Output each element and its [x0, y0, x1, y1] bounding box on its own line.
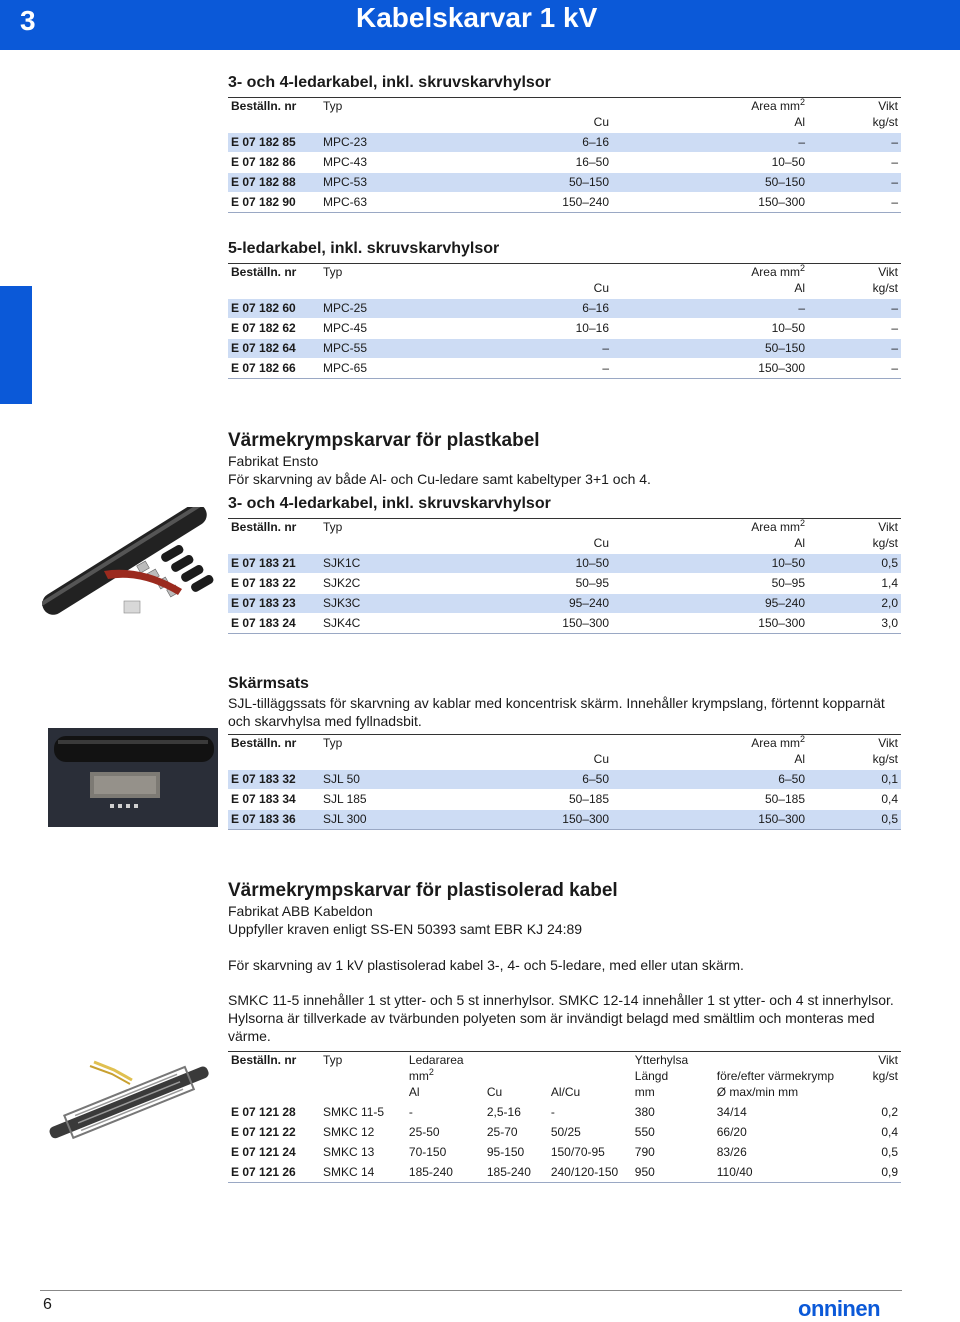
side-tab-marker: [0, 286, 32, 404]
table-row: E 07 183 23 SJK3C 95–240 95–240 2,0: [228, 594, 901, 614]
table-row: E 07 183 21 SJK1C 10–50 10–50 0,5: [228, 554, 901, 574]
product-table: Beställn. nr Typ Ledararea Ytterhylsa Vikt $mm^2$ Längd före/efter värmekrymp kg/st Al Cu Al/Cu mm Ø max/min mm E 07 121 28 SMKC 11-5 - 2,5-16 - 380 34/14 0,2 E 07 121 22 SMKC 12 25-50 25-70 50/25 550 66/20 0,4 E 07 121 24 SMKC 13 70-150 95-150 150/70-95 790 83/26 0,5 E 07 121 26 SMKC 14 185-240 185-240 240/120-150 950 110/40 0,9: [228, 1051, 901, 1183]
section-varmekrymp-plastisolerad: Värmekrympskarvar för plastisolerad kabel Fabrikat ABB Kabeldon Uppfyller kraven enligt SS-EN 50393 samt EBR KJ 24:89 För skarvning av 1 kV plastisolerad kabel 3-, 4- och 5-ledare, med eller utan skärm. SMKC 11-5 innehåller 1 st ytter- och 5 st innerhylsor. SMKC 12-14 innehåller 1 st ytter- och 4 st innerhylsor. Hylsorna är tillverkade av tvärbunden polyeten som är invändigt belagd med smältlim och monteras med värme. Beställn. nr Typ Ledararea Ytterhylsa Vikt $mm^2$ Längd före/efter värmekrymp kg/st Al Cu Al/Cu mm Ø max/min mm E 07 121 28 SMKC 11-5 - 2,5-16 - 380 34/14 0,2 E 07 121 22 SMKC 12 25-50 25-70 50/25 550 66/20 0,4 E 07 121 24 SMKC 13 70-150 95-150 150/70-95 790 83/26 0,5 E 07 121 26 SMKC 14 185-240 185-240 240/120-150 950 110/40 0,9: [228, 880, 901, 1183]
chapter-title: Kabelskarvar 1 kV: [356, 2, 598, 33]
table-row: E 07 182 86 MPC-43 16–50 10–50 –: [228, 153, 901, 173]
table-row: E 07 183 32 SJL 50 6–50 6–50 0,1: [228, 770, 901, 790]
product-table: Beställn. nr Typ Area $mm^2$ Vikt Cu Al kg/st E 07 183 32 SJL 50 6–50 6–50 0,1 E 07 183 34 SJL 185 50–185 50–185 0,4 E 07 183 36 SJL 300 150–300 150–300 0,5: [228, 734, 901, 830]
table-row: E 07 183 22 SJK2C 50–95 50–95 1,4: [228, 574, 901, 594]
product-photo-sjl: [48, 728, 218, 827]
table-row: E 07 121 24 SMKC 13 70-150 95-150 150/70-95 790 83/26 0,5: [228, 1143, 901, 1163]
section-title: Värmekrympskarvar för plastisolerad kabel: [228, 880, 618, 901]
section-title: Värmekrympskarvar för plastkabel: [228, 430, 540, 451]
table-row: E 07 183 36 SJL 300 150–300 150–300 0,5: [228, 810, 901, 830]
table-row: E 07 182 62 MPC-45 10–16 10–50 –: [228, 319, 901, 339]
product-table: [228, 97, 901, 213]
table-row: E 07 182 90 MPC-63 150–240 150–300 –: [228, 193, 901, 213]
table-row: E 07 182 66 MPC-65 – 150–300 –: [228, 359, 901, 379]
table-row: E 07 182 88 MPC-53 50–150 50–150 –: [228, 173, 901, 193]
col-area: Area $mm^2$: [751, 97, 805, 113]
product-photo-sjk: [42, 507, 214, 619]
section-mpc-3-4: [228, 73, 901, 213]
product-table: Beställn. nr Typ Area $mm^2$ Vikt Cu Al kg/st E 07 183 21 SJK1C 10–50 10–50 0,5 E 07 183 22 SJK2C 50–95 50–95 1,4 E 07 183 23 SJK3C 95–240 95–240 2,0 E 07 183 24 SJK4C 150–300 150–300 3,0: [228, 518, 901, 634]
table-row: E 07 182 60 MPC-25 6–16 – –: [228, 299, 901, 319]
chapter-header-bar: [0, 0, 960, 50]
section-heading: 5-ledarkabel, inkl. skruvskarvhylsor: [228, 240, 500, 257]
col-order-no: Beställn. nr: [231, 99, 297, 113]
col-weight-unit: kg/st: [872, 115, 898, 129]
section-skarmsats: Skärmsats SJL-tilläggssats för skarvning av kablar med koncentrisk skärm. Innehåller krympslang, förtennt kopparnät och skarvhylsa med fyllnadsbit. Beställn. nr Typ Area $mm^2$ Vikt Cu Al kg/st E 07 183 32 SJL 50 6–50 6–50 0,1 E 07 183 34 SJL 185 50–185 50–185 0,4 E 07 183 36 SJL 300 150–300 150–300 0,5: [228, 674, 901, 830]
col-al: Al: [794, 115, 805, 129]
table-row: E 07 183 24 SJK4C 150–300 150–300 3,0: [228, 614, 901, 634]
col-cu: Cu: [593, 115, 609, 129]
section-mpc-5: [228, 239, 901, 379]
table-row: E 07 183 34 SJL 185 50–185 50–185 0,4: [228, 790, 901, 810]
product-photo-smkc: [44, 1052, 216, 1152]
footer-divider: [40, 1290, 902, 1291]
table-row: E 07 182 64 MPC-55 – 50–150 –: [228, 339, 901, 359]
product-table: Beställn. nr Typ Area $mm^2$ Vikt Cu Al kg/st E 07 182 60 MPC-25 6–16 – – E 07 182 62 MPC-45 10–16 10–50 – E 07 182 64 MPC-55 – 50–150 – E 07 182 66 MPC-65 – 150–300 –: [228, 263, 901, 379]
section-heading: 3- och 4-ledarkabel, inkl. skruvskarvhylsor: [228, 495, 551, 512]
table-row: E 07 121 26 SMKC 14 185-240 185-240 240/120-150 950 110/40 0,9: [228, 1163, 901, 1183]
table-row: E 07 182 85 MPC-23 6–16 – –: [228, 133, 901, 153]
page-number: 6: [43, 1296, 52, 1313]
section-varmekrymp-plastkabel: Värmekrympskarvar för plastkabel Fabrikat Ensto För skarvning av både Al- och Cu-ledare samt kabeltyper 3+1 och 4. 3- och 4-ledarkabel, inkl. skruvskarvhylsor Beställn. nr Typ Area $mm^2$ Vikt Cu Al kg/st E 07 183 21 SJK1C 10–50 10–50 0,5 E 07 183 22 SJK2C 50–95 50–95 1,4 E 07 183 23 SJK3C 95–240 95–240 2,0 E 07 183 24 SJK4C 150–300 150–300 3,0: [228, 430, 901, 634]
table-row: E 07 121 22 SMKC 12 25-50 25-70 50/25 550 66/20 0,4: [228, 1123, 901, 1143]
col-weight: Vikt: [878, 99, 898, 113]
section-number: 3: [20, 5, 36, 36]
col-type: Typ: [323, 99, 343, 113]
section-heading: 3- och 4-ledarkabel, inkl. skruvskarvhylsor: [228, 74, 551, 91]
section-heading: Skärmsats: [228, 675, 309, 692]
table-row: E 07 121 28 SMKC 11-5 - 2,5-16 - 380 34/14 0,2: [228, 1103, 901, 1123]
onninen-logo: onninen: [798, 1296, 881, 1321]
